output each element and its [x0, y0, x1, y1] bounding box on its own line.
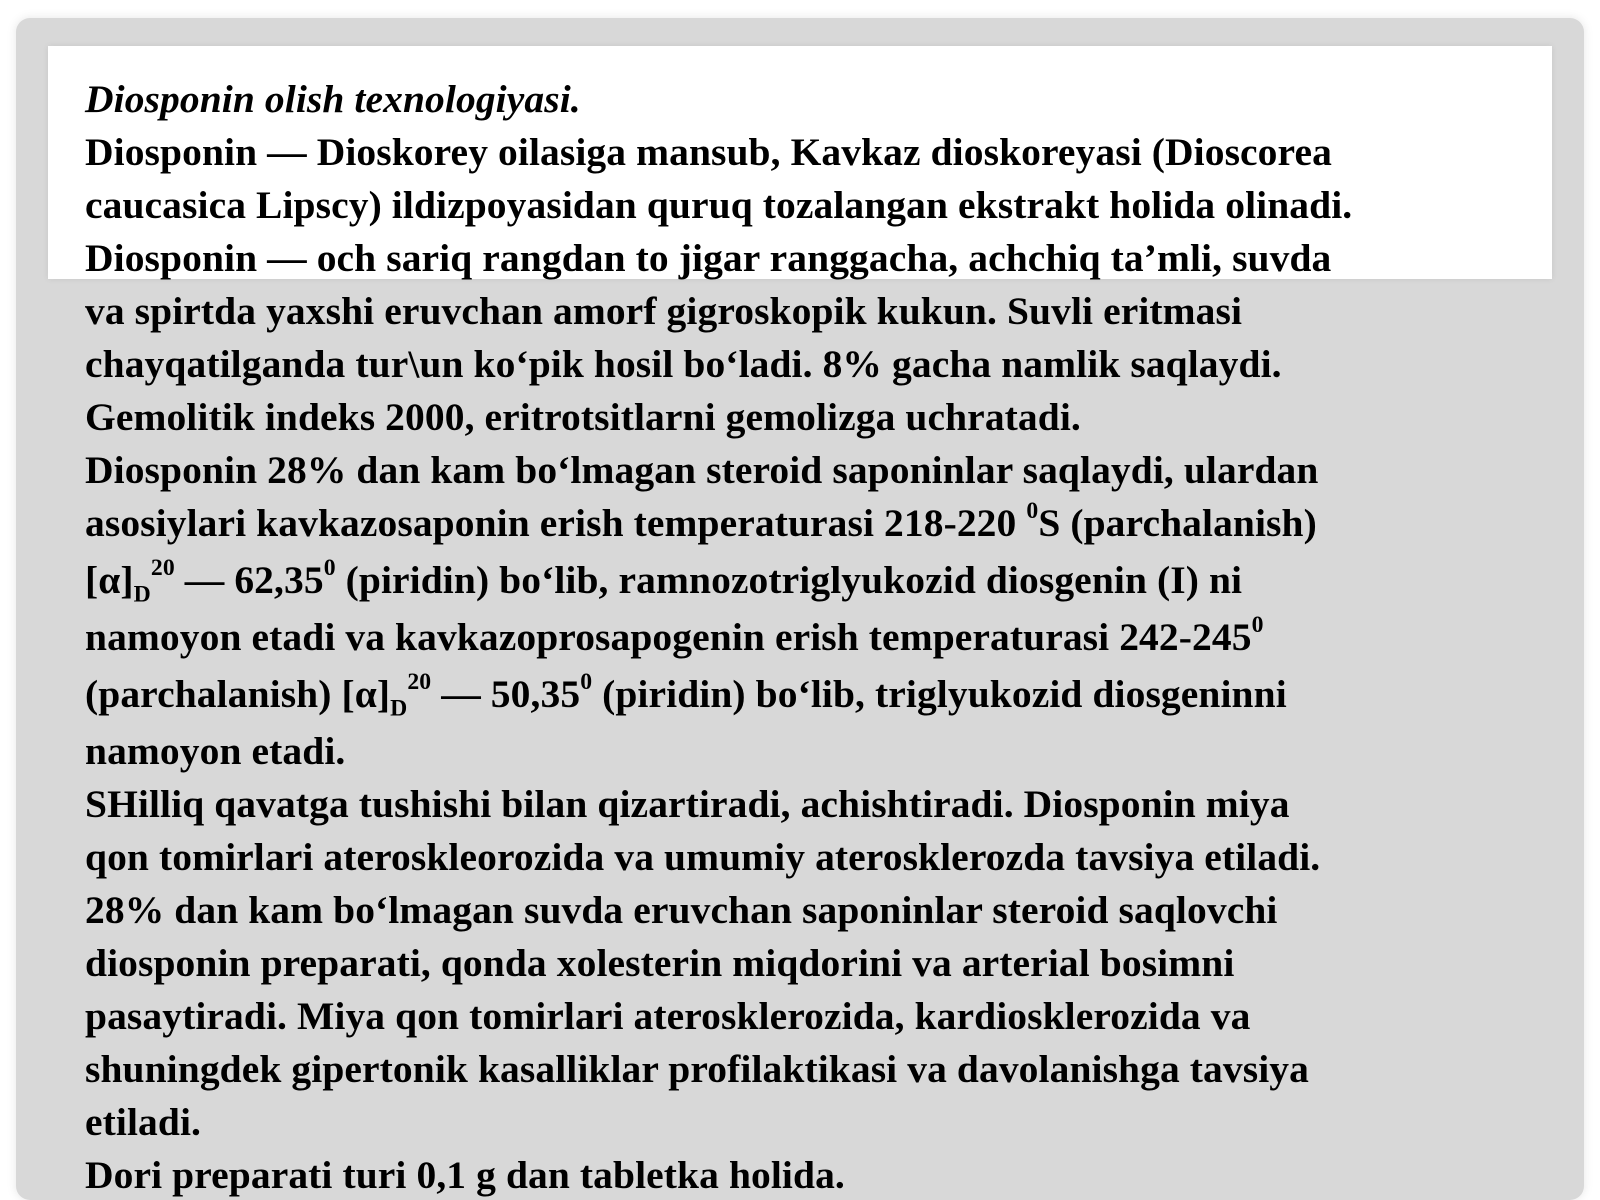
text-line-11 [85, 664, 1545, 725]
text-line-20: Dori preparati turi 0,1 g dan tabletka holida. [85, 1153, 845, 1197]
text-line-19: etiladi. [85, 1100, 202, 1144]
superscript: 0 [580, 669, 593, 696]
text-line-14: qon tomirlari ateroskleorozida va umumiy aterosklerozda tavsiya etiladi. [85, 835, 1321, 879]
document-body [85, 73, 1545, 1200]
text-line-8 [85, 497, 1545, 550]
text-line-6: Gemolitik indeks 2000, eritrotsitlarni gemolizga uchratadi. [85, 395, 1081, 439]
text-line-12: namoyon etadi. [85, 729, 346, 773]
text-line-17: pasaytiradi. Miya qon tomirlari aterosklerozida, kardiosklerozida va [85, 994, 1251, 1038]
superscript: 0 [1026, 498, 1039, 525]
text-line-10 [85, 611, 1545, 664]
text-fragment: — 50,35 [431, 672, 581, 716]
text-line-1: Diosponin — Dioskorey oilasiga mansub, Kavkaz dioskoreyasi (Dioscorea [85, 130, 1332, 174]
text-fragment: (parchalanish) [α] [85, 672, 391, 716]
text-line-4: va spirtda yaxshi eruvchan amorf gigroskopik kukun. Suvli eritmasi [85, 289, 1243, 333]
text-line-3: Diosponin — och sariq rangdan to jigar ranggacha, achchiq ta’mli, suvda [85, 236, 1332, 280]
text-line-13: SHilliq qavatga tushishi bilan qizartiradi, achishtiradi. Diosponin miya [85, 782, 1290, 826]
superscript: 20 [150, 555, 175, 582]
text-fragment: namoyon etadi va kavkazoprosapogenin erish temperaturasi 242-245 [85, 615, 1252, 659]
text-line-2: caucasica Lipscy) ildizpoyasidan quruq tozalangan ekstrakt holida olinadi. [85, 183, 1353, 227]
text-fragment: asosiylari kavkazosaponin erish temperaturasi 218-220 [85, 501, 1027, 545]
text-fragment: (piridin) bo‘lib, ramnozotriglyukozid diosgenin (I) ni [335, 558, 1243, 602]
superscript: 20 [407, 669, 432, 696]
text-fragment: — 62,35 [174, 558, 324, 602]
text-line-18: shuningdek gipertonik kasalliklar profilaktikasi va davolanishga tavsiya [85, 1047, 1310, 1091]
text-line-5: chayqatilganda tur\un ko‘pik hosil bo‘ladi. 8% gacha namlik saqlaydi. [85, 342, 1282, 386]
text-line-7: Diosponin 28% dan kam bo‘lmagan steroid saponinlar saqlaydi, ulardan [85, 448, 1319, 492]
superscript: 0 [1251, 612, 1264, 639]
text-fragment: [α] [85, 558, 134, 602]
text-line-16: diosponin preparati, qonda xolesterin miqdorini va arterial bosimni [85, 941, 1235, 985]
text-fragment: (piridin) bo‘lib, triglyukozid diosgeninni [592, 672, 1287, 716]
superscript: 0 [323, 555, 336, 582]
text-line-15: 28% dan kam bo‘lmagan suvda eruvchan saponinlar steroid saqlovchi [85, 888, 1278, 932]
subscript: D [133, 581, 151, 608]
text-line-9 [85, 550, 1545, 611]
subscript: D [390, 695, 408, 722]
text-fragment: S (parchalanish) [1038, 501, 1317, 545]
document-title: Diosponin olish texnologiyasi. [85, 77, 581, 121]
